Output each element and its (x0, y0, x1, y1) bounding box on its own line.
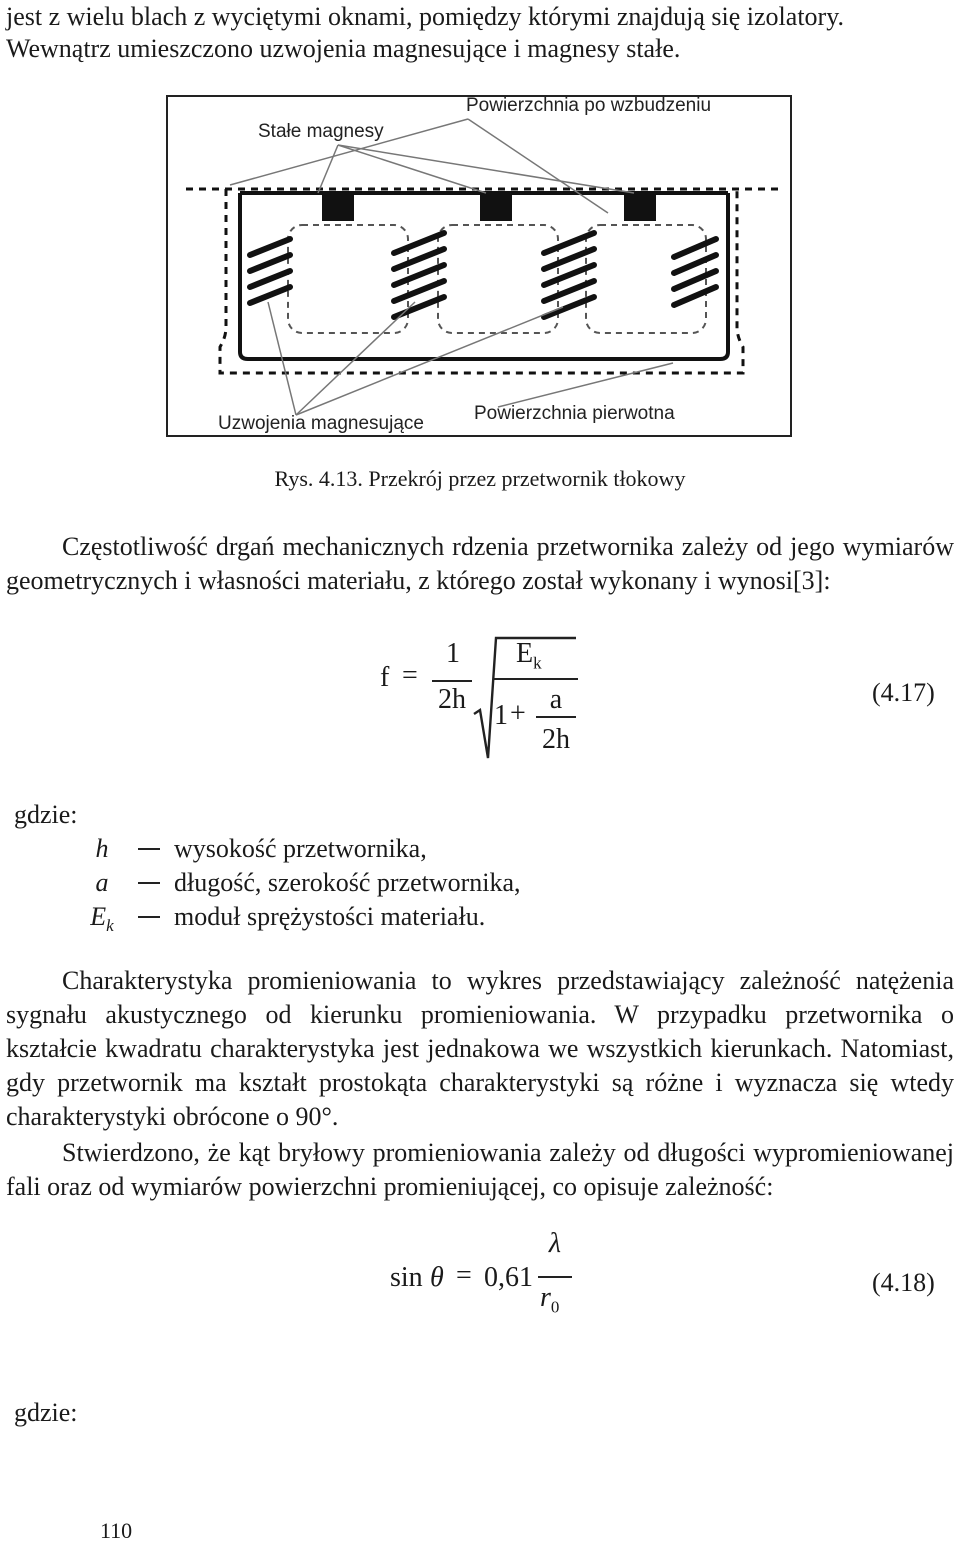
page-number: 110 (100, 1518, 133, 1543)
permanent-magnet-3 (624, 193, 656, 221)
paragraph-solid-angle: Stwierdzono, że kąt bryłowy promieniowania zależy od długości wypromieniowanej fali oraz od wymiarów powierzchni promieniującej, co opisuje zależność: (6, 1138, 954, 1201)
window-outline-3 (586, 225, 706, 333)
eq2-sin: sin (390, 1262, 423, 1293)
var-description-ek: moduł sprężystości materiału. (174, 902, 486, 931)
intro-line-1: jest z wielu blach z wyciętymi oknami, pomiędzy którymi znajdują się izolatory. (6, 2, 845, 31)
where-label-2: gdzie: (14, 1398, 78, 1427)
eq2-fraction-bar (538, 1276, 572, 1278)
label-excited-surface: Powierzchnia po wzbudzeniu (466, 95, 712, 116)
var-symbol-ek: $E_k$ (90, 902, 114, 936)
eq1-number: (4.17) (872, 678, 935, 707)
leader-lines (230, 119, 673, 415)
permanent-magnet-2 (480, 193, 512, 221)
window-outline-1 (288, 225, 408, 333)
var-description-h: wysokość przetwornika, (174, 834, 427, 863)
eq1-fraction-bar-2 (494, 678, 578, 680)
eq2-number: (4.18) (872, 1268, 935, 1297)
coil-winding-group-4 (674, 239, 716, 305)
cross-section-diagram (168, 97, 790, 435)
eq2-coefficient: 0,61 (484, 1262, 533, 1293)
transducer-cross-section-figure (166, 95, 792, 437)
eq2-r-subscript: 0 (550, 1297, 560, 1317)
paragraph-frequency: Częstotliwość drgań mechanicznych rdzenia przetwornika zależy od jego wymiarów geometrycznych i własności materiału, z którego został wykonany i wynosi[3]: (6, 532, 954, 595)
eq1-fraction-bar-1 (432, 680, 472, 682)
eq1-denominator-2h: 2h (438, 684, 466, 715)
var-description-a: długość, szerokość przetwornika, (174, 868, 521, 897)
coil-winding-group-1 (250, 239, 290, 303)
var-dash (138, 882, 160, 884)
coil-winding-group-2 (394, 233, 444, 317)
equation-4-18 (0, 1230, 960, 1330)
eq1-equals: = (402, 660, 418, 691)
eq1-a: a (549, 684, 563, 715)
eq1-fraction-bar-3 (536, 716, 576, 718)
figure-caption: Rys. 4.13. Przekrój przez przetwornik tłokowy (274, 466, 686, 491)
eq1-one: 1 (494, 700, 508, 731)
intro-line-2: Wewnątrz umieszczono uzwojenia magnesujące i magnesy stałe. (6, 34, 681, 63)
paragraph-radiation-characteristic: Charakterystyka promieniowania to wykres przedstawiający zależność natężenia sygnału akustycznego od kierunku promieniowania. W przypadku przetwornika o kształcie kwadratu charakterystyka jest jednakowa we wszystkich kierunkach. Natomiast, gdy przetwornik ma kształt prostokąta charakterystyki są różne i wyznacza się wtedy charakterystyki obrócone o 90°. (6, 966, 954, 1131)
label-magnetizing-windings: Uzwojenia magnesujące (218, 413, 424, 434)
permanent-magnet-1 (322, 193, 354, 221)
label-permanent-magnets: Stałe magnesy (258, 121, 384, 142)
eq1-ek-subscript: k (533, 653, 542, 673)
var-symbol-h: h (95, 834, 109, 863)
where-label-1: gdzie: (14, 800, 78, 829)
var-symbol-a: a (95, 868, 109, 897)
label-original-surface: Powierzchnia pierwotna (474, 403, 675, 424)
eq1-ek-main: $E_k$ (516, 638, 542, 673)
equation-4-17 (0, 630, 960, 770)
eq2-theta: θ (430, 1262, 444, 1293)
eq1-plus: + (510, 698, 526, 729)
eq1-numerator-1: 1 (446, 638, 460, 669)
eq2-equals: = (456, 1260, 472, 1291)
var-dash (138, 848, 160, 850)
eq1-lhs-f: f (380, 662, 390, 693)
var-symbol-ek-subscript: k (106, 916, 114, 936)
eq2-lambda: λ (548, 1228, 562, 1259)
var-dash (138, 916, 160, 918)
eq1-denominator-2h-inner: 2h (542, 724, 570, 755)
eq2-r0: $r_0$ (540, 1282, 560, 1317)
